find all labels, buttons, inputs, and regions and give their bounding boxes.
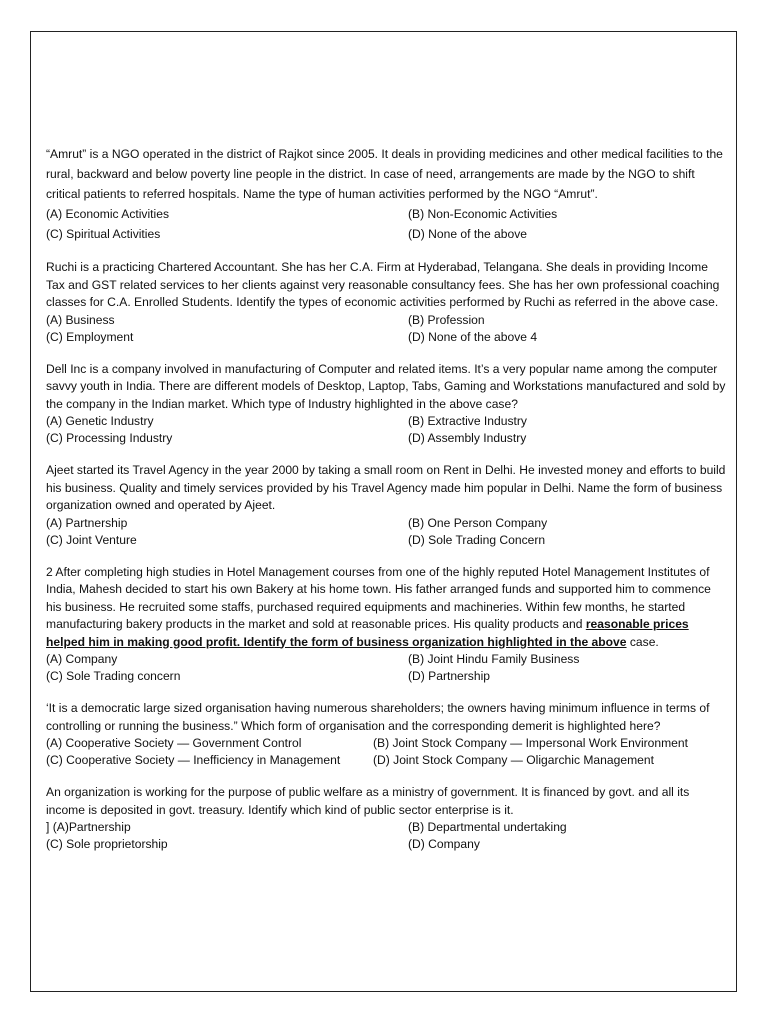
question-2	[46, 259, 726, 346]
option-d: (D) Sole Trading Concern	[408, 532, 546, 547]
option-a: (A) Business	[46, 312, 115, 327]
question-1-options	[46, 204, 726, 244]
option-d: (D) Partnership	[408, 669, 490, 683]
question-5-text-end: case.	[626, 634, 659, 649]
question-3	[46, 361, 726, 448]
option-b: (B) One Person Company	[408, 515, 548, 530]
question-4	[46, 462, 726, 549]
option-a: (A) Genetic Industry	[46, 414, 154, 428]
option-b: (B) Departmental undertaking	[408, 820, 567, 834]
question-list	[46, 144, 726, 868]
option-a: (A) Partnership	[46, 515, 128, 530]
question-3-options	[46, 413, 726, 447]
option-b: (B) Joint Stock Company — Impersonal Work Environment	[373, 736, 688, 750]
question-6-options	[46, 735, 726, 769]
question-7-text: An organization is working for the purpose of public welfare as a ministry of government. It is financed by govt. and all its income is deposited in govt. treasury. Identify which kind of public sector enterprise is it.	[46, 785, 690, 817]
option-d: (D) Joint Stock Company — Oligarchic Management	[373, 753, 654, 767]
question-5-text	[46, 564, 726, 652]
option-c: (C) Sole Trading concern	[46, 669, 181, 683]
question-5	[46, 564, 726, 686]
option-a: ] (A)Partnership	[46, 820, 131, 834]
option-b: (B) Joint Hindu Family Business	[408, 652, 580, 666]
option-c: (C) Joint Venture	[46, 532, 137, 547]
question-5-text-start: 2 After completing high studies in Hotel Management courses from one of the highly reputed Hotel Management Institutes of India, Mahesh decided to start his own Bakery at his home town. His father arranged funds and supported him to commence his business. He recruited some staffs, purchased required equipments and machineries. Within few months, he started manufacturing bakery products in the market and sold at reasonable prices. His quality products and	[46, 564, 711, 631]
option-c: (C) Processing Industry	[46, 431, 173, 445]
option-c: (C) Sole proprietorship	[46, 837, 168, 851]
option-b: (B) Non-Economic Activities	[408, 207, 558, 221]
question-4-options	[46, 515, 726, 549]
option-c: (C) Employment	[46, 329, 134, 344]
option-c: (C) Spiritual Activities	[46, 227, 161, 241]
option-d: (D) Company	[408, 837, 480, 851]
option-d: (D) Assembly Industry	[408, 431, 527, 445]
question-6-text: ‘It is a democratic large sized organisation having numerous shareholders; the owners having minimum influence in terms of controlling or running the business.” Which form of organisation and the corresponding demerit is highlighted here?	[46, 701, 710, 733]
option-a: (A) Economic Activities	[46, 207, 169, 221]
question-3-text: Dell Inc is a company involved in manufacturing of Computer and related items. It’s a very popular name among the computer savvy youth in India. There are different models of Desktop, Laptop, Tabs, Gaming and Workstations manufactured and sold by the company in the Indian market. Which type of Industry highlighted in the above case?	[46, 361, 726, 411]
question-7-options	[46, 819, 726, 853]
option-c: (C) Cooperative Society — Inefficiency in Management	[46, 753, 341, 767]
option-b: (B) Extractive Industry	[408, 414, 527, 428]
question-7	[46, 784, 726, 853]
question-6	[46, 700, 726, 769]
option-b: (B) Profession	[408, 312, 485, 327]
question-2-options	[46, 312, 726, 346]
question-1	[46, 144, 726, 244]
question-5-options	[46, 651, 726, 685]
question-1-text: “Amrut” is a NGO operated in the district of Rajkot since 2005. It deals in providing medicines and other medical facilities to the rural, backward and below poverty line people in the district. In case of need, arrangements are made by the NGO to shift critical patients to referred hospitals. Name the type of human activities performed by the NGO “Amrut”.	[46, 147, 723, 201]
question-5-emphasis: reasonable prices helped him in making good profit. Identify the form of business organization highlighted in the above	[46, 617, 689, 649]
question-4-text: Ajeet started its Travel Agency in the year 2000 by taking a small room on Rent in Delhi. He invested money and efforts to build his business. Quality and timely services provided by his Travel Agency made him popular in Delhi. Name the form of business organization owned and operated by Ajeet.	[46, 463, 726, 512]
option-d: (D) None of the above 4	[408, 329, 538, 344]
option-a: (A) Company	[46, 652, 118, 666]
question-2-text: Ruchi is a practicing Chartered Accountant. She has her C.A. Firm at Hyderabad, Telangana. She deals in providing Income Tax and GST related services to her clients against very reasonable consultancy fees. She has her own professional coaching classes for C.A. Enrolled Students. Identify the types of economic activities performed by Ruchi as referred in the above case.	[46, 260, 720, 309]
option-d: (D) None of the above	[408, 227, 527, 241]
option-a: (A) Cooperative Society — Government Control	[46, 736, 302, 750]
